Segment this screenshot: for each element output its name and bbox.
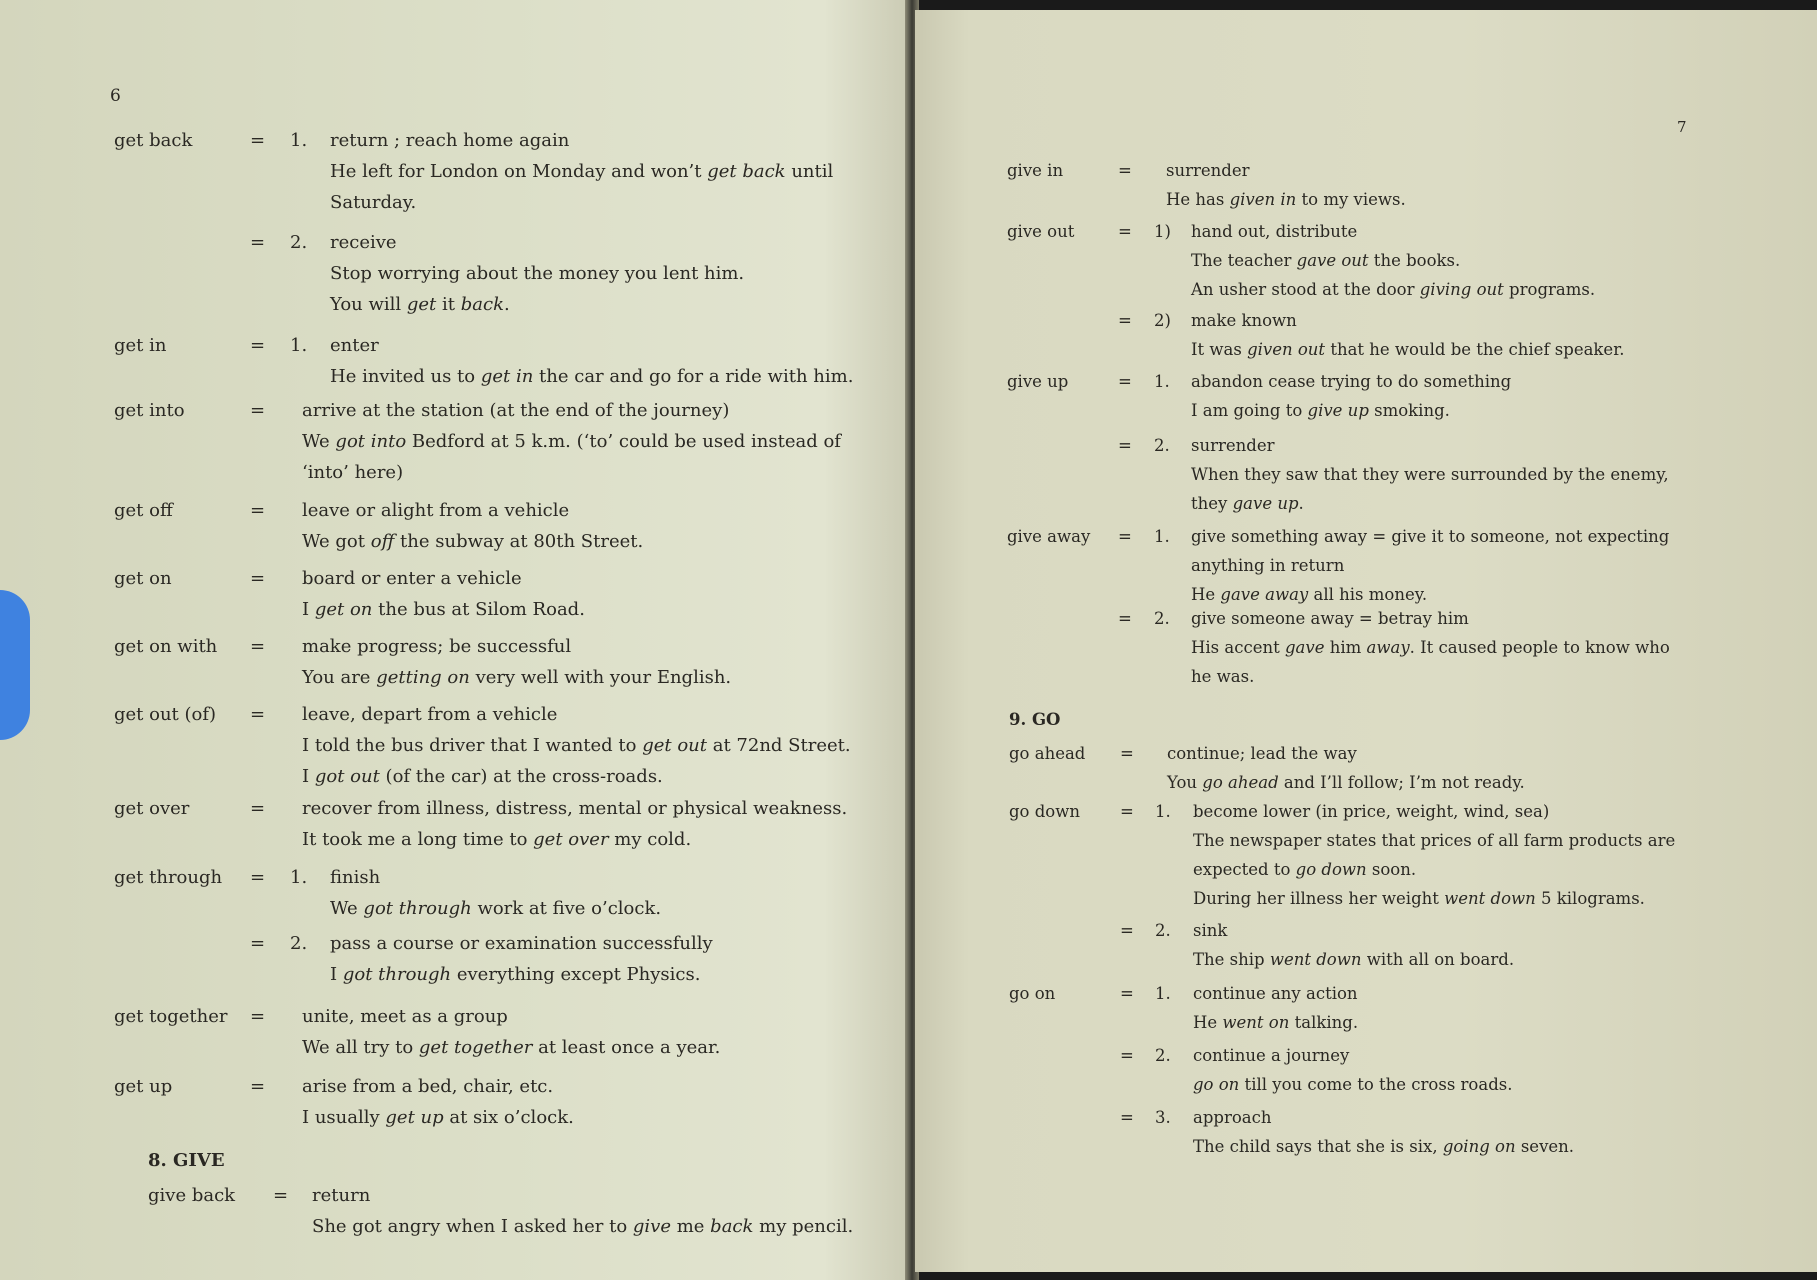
phrasal-verb-italic: gave up — [1232, 494, 1299, 513]
entry-definition: pass a course or examination successfully — [330, 933, 713, 954]
phrasal-verb-italic: get over — [533, 829, 609, 850]
entry-definition: make known — [1191, 311, 1297, 330]
entry-headword: give in — [1007, 161, 1064, 180]
page-number: 7 — [1677, 118, 1687, 136]
example-sentence: Saturday. — [330, 192, 417, 213]
phrasal-verb-italic: go ahead — [1202, 773, 1279, 792]
section-heading: 9. GO — [1009, 710, 1061, 729]
phrasal-verb-italic: got out — [314, 766, 380, 787]
equals-sign: = — [1120, 921, 1134, 940]
entry-definition: leave or alight from a vehicle — [302, 500, 570, 521]
equals-sign: = — [273, 1185, 289, 1206]
example-sentence: He gave away all his money. — [1191, 585, 1428, 604]
sense-number: 1. — [290, 130, 308, 151]
phrasal-verb-italic: off — [370, 531, 395, 552]
phrasal-verb-italic: went down — [1269, 950, 1362, 969]
sense-number: 1. — [290, 867, 308, 888]
equals-sign: = — [250, 568, 266, 589]
equals-sign: = — [250, 400, 266, 421]
phrasal-verb-italic: get together — [418, 1037, 533, 1058]
entry-definition: leave, depart from a vehicle — [302, 704, 558, 725]
entry-definition: surrender — [1166, 161, 1250, 180]
example-sentence: He invited us to get in the car and go for a ride with him. — [330, 366, 854, 387]
entry-headword: get off — [114, 500, 173, 521]
entry-definition: approach — [1193, 1108, 1272, 1127]
equals-sign: = — [250, 636, 266, 657]
entry-headword: give back — [148, 1185, 236, 1206]
equals-sign: = — [250, 1006, 266, 1027]
example-sentence: An usher stood at the door giving out programs. — [1191, 280, 1596, 299]
entry-headword: give away — [1007, 527, 1091, 546]
phrasal-verb-italic: got through — [342, 964, 452, 985]
entry-definition: return ; reach home again — [330, 130, 570, 151]
entry-definition: give someone away = betray him — [1191, 609, 1469, 628]
entry-definition: hand out, distribute — [1191, 222, 1358, 241]
sense-number: 2) — [1154, 311, 1171, 330]
example-sentence: The ship went down with all on board. — [1193, 950, 1515, 969]
equals-sign: = — [1118, 161, 1132, 180]
example-sentence: The newspaper states that prices of all farm products are — [1193, 831, 1676, 850]
example-sentence: He went on talking. — [1193, 1013, 1359, 1032]
equals-sign: = — [250, 500, 266, 521]
example-sentence: We all try to get together at least once a year. — [302, 1037, 721, 1058]
sense-number: 3. — [1155, 1108, 1171, 1127]
equals-sign: = — [250, 130, 266, 151]
equals-sign: = — [250, 335, 266, 356]
entry-headword: get up — [114, 1076, 173, 1097]
entry-definition: unite, meet as a group — [302, 1006, 508, 1027]
entry-headword: get together — [114, 1006, 228, 1027]
equals-sign: = — [1118, 436, 1132, 455]
entry-headword: go down — [1009, 802, 1080, 821]
example-sentence: You are getting on very well with your English. — [302, 667, 732, 688]
entry-definition: recover from illness, distress, mental or physical weakness. — [302, 798, 848, 819]
example-sentence: During her illness her weight went down 5 kilograms. — [1193, 889, 1645, 908]
phrasal-verb-italic: get in — [480, 366, 534, 387]
example-sentence: Stop worrying about the money you lent him. — [330, 263, 745, 284]
example-sentence: go on till you come to the cross roads. — [1193, 1075, 1513, 1094]
phrasal-verb-italic: give up — [1307, 401, 1369, 420]
entry-definition: become lower (in price, weight, wind, sea) — [1193, 802, 1550, 821]
phrasal-verb-italic: gave away — [1220, 585, 1309, 604]
phrasal-verb-italic: went down — [1444, 889, 1536, 908]
equals-sign: = — [1118, 372, 1132, 391]
example-sentence: We got off the subway at 80th Street. — [302, 531, 644, 552]
example-sentence: His accent gave him away. It caused people to know who — [1191, 638, 1670, 657]
example-sentence: I get on the bus at Silom Road. — [302, 599, 585, 620]
sense-number: 2. — [1155, 921, 1171, 940]
equals-sign: = — [250, 867, 266, 888]
phrasal-verb-italic: away — [1366, 638, 1410, 657]
entry-definition: receive — [330, 232, 397, 253]
entry-definition: return — [312, 1185, 371, 1206]
phrasal-verb-italic: back — [710, 1216, 754, 1237]
entry-headword: get in — [114, 335, 167, 356]
sense-number: 2. — [1154, 609, 1170, 628]
sense-number: 1. — [1154, 527, 1170, 546]
example-sentence: anything in return — [1191, 556, 1345, 575]
phrasal-verb-italic: gave — [1284, 638, 1325, 657]
entry-headword: give out — [1007, 222, 1075, 241]
entry-headword: get into — [114, 400, 185, 421]
phrasal-verb-italic: go down — [1295, 860, 1367, 879]
example-sentence: You will get it back. — [330, 294, 510, 315]
example-sentence: I got out (of the car) at the cross-roads. — [302, 766, 663, 787]
entry-definition: arise from a bed, chair, etc. — [302, 1076, 554, 1097]
entry-definition: continue; lead the way — [1167, 744, 1357, 763]
phrasal-verb-italic: back — [460, 294, 504, 315]
phrasal-verb-italic: given in — [1229, 190, 1297, 209]
phrasal-verb-italic: get on — [314, 599, 373, 620]
example-sentence: She got angry when I asked her to give me back my pencil. — [312, 1216, 854, 1237]
entry-headword: go on — [1009, 984, 1056, 1003]
phrasal-verb-italic: go on — [1193, 1075, 1240, 1094]
equals-sign: = — [1118, 527, 1132, 546]
equals-sign: = — [250, 1076, 266, 1097]
example-sentence: ‘into’ here) — [302, 462, 404, 483]
page-number: 6 — [110, 86, 121, 106]
equals-sign: = — [1118, 311, 1132, 330]
entry-definition: arrive at the station (at the end of the journey) — [302, 400, 730, 421]
phrasal-verb-italic: gave out — [1296, 251, 1369, 270]
phrasal-verb-italic: giving out — [1419, 280, 1504, 299]
phrasal-verb-italic: get up — [385, 1107, 444, 1128]
phrasal-verb-italic: get back — [707, 161, 786, 182]
entry-definition: finish — [330, 867, 381, 888]
example-sentence: I got through everything except Physics. — [330, 964, 701, 985]
entry-definition: give something away = give it to someone, not expecting — [1191, 527, 1670, 546]
phrasal-verb-italic: went on — [1222, 1013, 1290, 1032]
example-sentence: I told the bus driver that I wanted to get out at 72nd Street. — [302, 735, 851, 756]
equals-sign: = — [250, 798, 266, 819]
equals-sign: = — [250, 704, 266, 725]
entry-headword: give up — [1007, 372, 1069, 391]
entry-headword: get back — [114, 130, 193, 151]
equals-sign: = — [250, 933, 266, 954]
sense-number: 1. — [1154, 372, 1170, 391]
phrasal-verb-italic: getting on — [376, 667, 470, 688]
thumb-finger — [0, 590, 30, 740]
sense-number: 1. — [290, 335, 308, 356]
sense-number: 2. — [1155, 1046, 1171, 1065]
example-sentence: I am going to give up smoking. — [1191, 401, 1450, 420]
equals-sign: = — [1120, 744, 1134, 763]
example-sentence: When they saw that they were surrounded by the enemy, — [1191, 465, 1669, 484]
example-sentence: he was. — [1191, 667, 1255, 686]
example-sentence: The teacher gave out the books. — [1191, 251, 1461, 270]
entry-definition: surrender — [1191, 436, 1275, 455]
example-sentence: It took me a long time to get over my cold. — [302, 829, 692, 850]
example-sentence: We got into Bedford at 5 k.m. (‘to’ could be used instead of — [302, 431, 841, 452]
section-heading: 8. GIVE — [148, 1150, 225, 1171]
example-sentence: We got through work at five o’clock. — [330, 898, 662, 919]
entry-headword: get through — [114, 867, 223, 888]
example-sentence: It was given out that he would be the chief speaker. — [1191, 340, 1625, 359]
entry-headword: get out (of) — [114, 704, 217, 725]
entry-headword: get on with — [114, 636, 218, 657]
entry-definition: continue a journey — [1193, 1046, 1350, 1065]
example-sentence: You go ahead and I’ll follow; I’m not ready. — [1167, 773, 1525, 792]
sense-number: 2. — [290, 933, 308, 954]
equals-sign: = — [1120, 1046, 1134, 1065]
equals-sign: = — [1118, 222, 1132, 241]
phrasal-verb-italic: got through — [363, 898, 472, 919]
phrasal-verb-italic: give — [632, 1216, 671, 1237]
sense-number: 1. — [1155, 802, 1171, 821]
right-page — [915, 10, 1817, 1272]
equals-sign: = — [1120, 984, 1134, 1003]
entry-definition: enter — [330, 335, 379, 356]
phrasal-verb-italic: got into — [335, 431, 407, 452]
example-sentence: He has given in to my views. — [1166, 190, 1406, 209]
phrasal-verb-italic: get — [406, 294, 437, 315]
entry-definition: abandon cease trying to do something — [1191, 372, 1512, 391]
equals-sign: = — [250, 232, 266, 253]
entry-definition: board or enter a vehicle — [302, 568, 522, 589]
entry-definition: make progress; be successful — [302, 636, 572, 657]
example-sentence: they gave up. — [1191, 494, 1304, 513]
sense-number: 2. — [290, 232, 308, 253]
equals-sign: = — [1118, 609, 1132, 628]
equals-sign: = — [1120, 1108, 1134, 1127]
example-sentence: expected to go down soon. — [1193, 860, 1417, 879]
sense-number: 2. — [1154, 436, 1170, 455]
example-sentence: He left for London on Monday and won’t get back until — [330, 161, 834, 182]
entry-headword: go ahead — [1009, 744, 1086, 763]
entry-definition: continue any action — [1193, 984, 1358, 1003]
equals-sign: = — [1120, 802, 1134, 821]
example-sentence: I usually get up at six o’clock. — [302, 1107, 574, 1128]
phrasal-verb-italic: given out — [1247, 340, 1326, 359]
phrasal-verb-italic: get out — [642, 735, 708, 756]
entry-headword: get on — [114, 568, 172, 589]
sense-number: 1. — [1155, 984, 1171, 1003]
sense-number: 1) — [1154, 222, 1171, 241]
entry-definition: sink — [1193, 921, 1228, 940]
example-sentence: The child says that she is six, going on seven. — [1193, 1137, 1575, 1156]
phrasal-verb-italic: going on — [1442, 1137, 1516, 1156]
entry-headword: get over — [114, 798, 190, 819]
